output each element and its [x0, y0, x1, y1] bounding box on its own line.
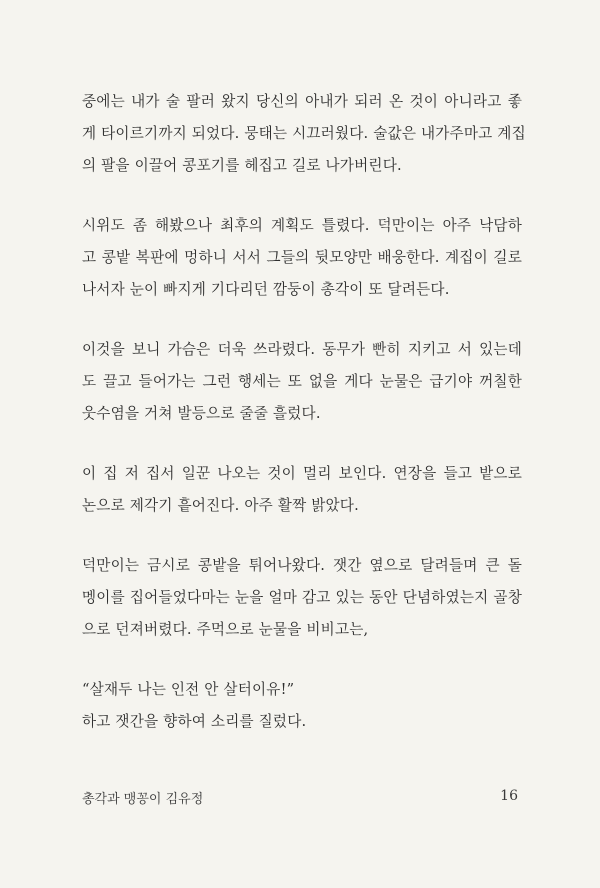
text-line: 시위도 좀 해봤으나 최후의 계획도 틀렸다. 덕만이는 아주 낙담하 [82, 217, 522, 234]
text-line: 이 집 저 집서 일꾼 나오는 것이 멀리 보인다. 연장을 들고 밭으로 [82, 465, 522, 482]
text-line: 중에는 내가 술 팔러 왔지 당신의 아내가 되러 온 것이 아니라고 좋 [82, 93, 522, 110]
paragraph-5 [82, 550, 522, 646]
page-footer [82, 788, 518, 812]
text-line: 웃수염을 거쳐 발등으로 줄줄 흘렀다. [82, 405, 321, 422]
paragraph-4 [82, 458, 522, 522]
text-line: 이것을 보니 가슴은 더욱 쓰라렸다. 동무가 빤히 지키고 서 있는데 [82, 341, 522, 358]
text-line: 도 끌고 들어가는 그런 행세는 또 없을 게다 눈물은 급기야 꺼칠한 [82, 373, 522, 390]
text-line: 고 콩밭 복판에 멍하니 서서 그들의 뒷모양만 배웅한다. 계집이 길로 [82, 249, 522, 266]
text-line: 멩이를 집어들었다마는 눈을 얼마 감고 있는 동안 단념하였는지 골창 [82, 589, 522, 606]
paragraph-1 [82, 86, 526, 182]
text-line: 논으로 제각기 흩어진다. 아주 활짝 밝았다. [82, 497, 359, 514]
dialogue-line: “살재두 나는 인전 안 살터이유!” [82, 681, 295, 698]
running-title: 총각과 맹꽁이 김유정 [82, 792, 204, 807]
paragraph-3 [82, 334, 522, 430]
text-line: 덕만이는 금시로 콩밭을 튀어나왔다. 잿간 옆으로 달려들며 큰 돌 [82, 557, 522, 574]
text-line: 으로 던져버렸다. 주먹으로 눈물을 비비고는, [82, 621, 369, 638]
body-text [82, 86, 526, 766]
paragraph-2 [82, 210, 522, 306]
text-line: 게 타이르기까지 되었다. 뭉태는 시끄러웠다. 술값은 내가주마고 계집 [82, 125, 526, 142]
page-number: 16 [500, 788, 518, 804]
text-line: 하고 잿간을 향하여 소리를 질렀다. [82, 713, 307, 730]
paragraph-6 [82, 674, 522, 738]
text-line: 나서자 눈이 빠지게 기다리던 깜둥이 총각이 또 달려든다. [82, 281, 450, 298]
text-line: 의 팔을 이끌어 콩포기를 헤집고 길로 나가버린다. [82, 157, 402, 174]
